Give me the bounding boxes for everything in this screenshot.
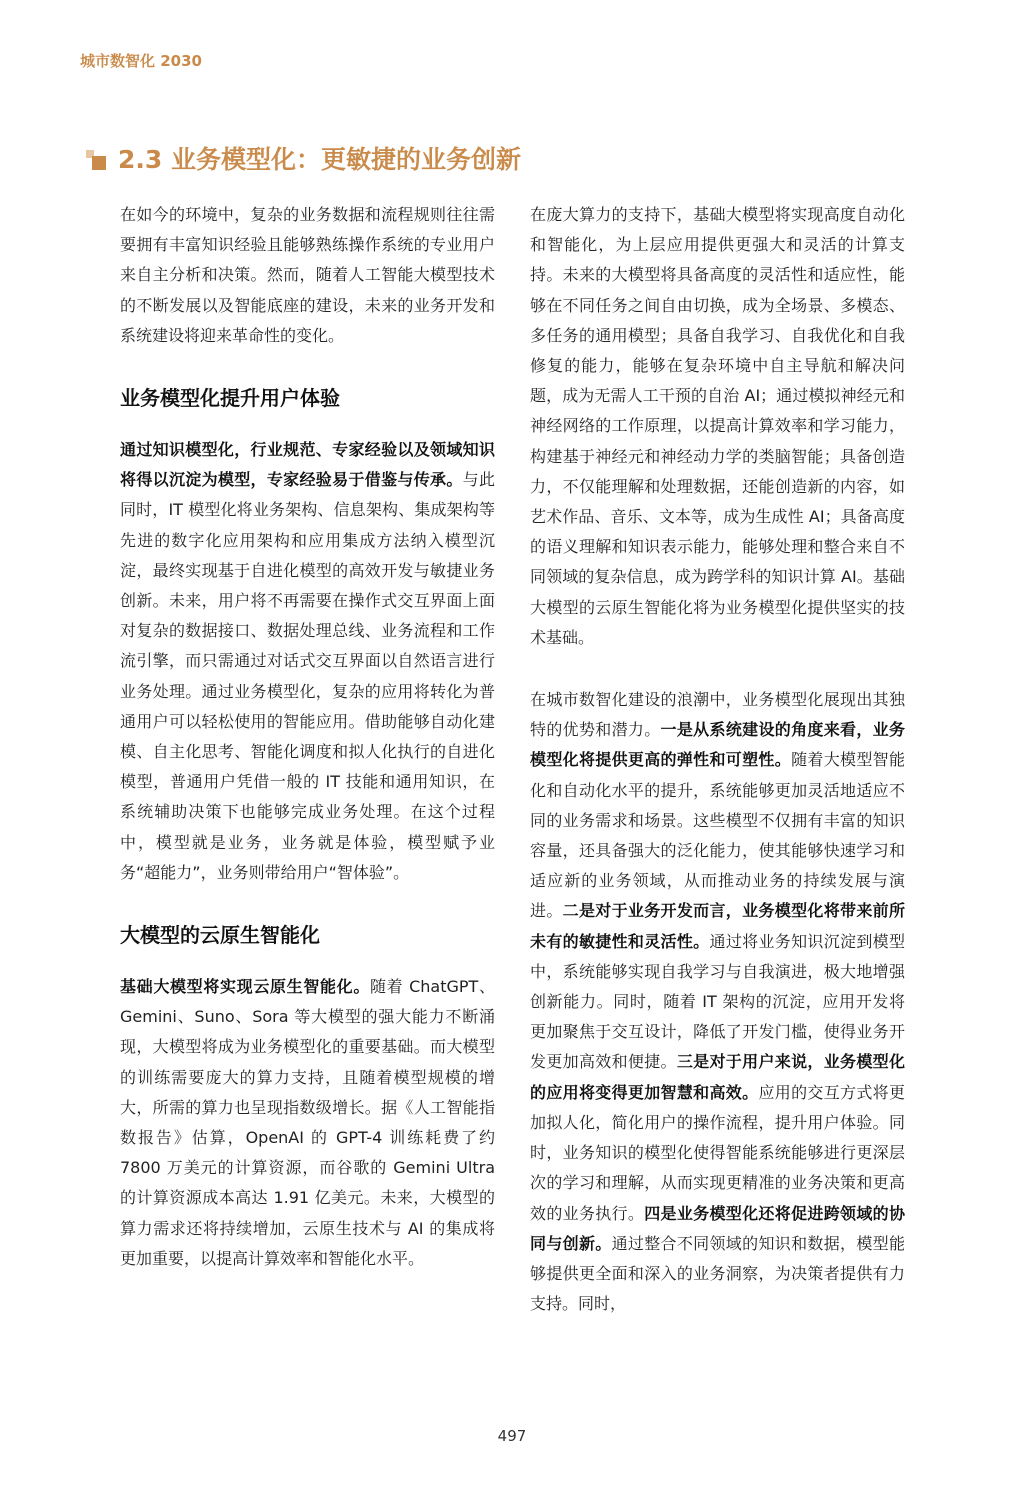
point-two-bold: 二是对于业务开发而言，业务模型化将带来前所未有的敏捷性和灵活性。: [530, 901, 905, 951]
square-bullet-icon: [84, 146, 108, 170]
subheading-cloud-native: 大模型的云原生智能化: [120, 923, 320, 948]
subheading-user-experience: 业务模型化提升用户体验: [120, 386, 340, 411]
cloud-native-lead: 基础大模型将实现云原生智能化。: [120, 977, 371, 997]
right-column: [530, 200, 905, 1319]
foundation-model-paragraph: 在庞大算力的支持下，基础大模型将实现高度自动化和智能化，为上层应用提供更强大和灵活的计算支持。未来的大模型将具备高度的灵活性和适应性，能够在不同任务之间自由切换，成为全场景、多模态、多任务的通用模型；具备自我学习、自我优化和自我修复的能力，能够在复杂环境中自主导航和解决问题，成为无需人工干预的自治 AI；通过模拟神经元和神经网络的工作原理，以提高计算效率和学习能力，构建基于神经元和神经动力学的类脑智能；具备创造力，不仅能理解和处理数据，还能创造新的内容，如艺术作品、音乐、文本等，成为生成性 AI；具备高度的语义理解和知识表示能力，能够处理和整合来自不同领域的复杂信息，成为跨学科的知识计算 AI。基础大模型的云原生智能化将为业务模型化提供坚实的技术基础。: [530, 205, 905, 647]
section-title: [84, 140, 521, 176]
cloud-native-text: 随着 ChatGPT、Gemini、Suno、Sora 等大模型的强大能力不断涌现，大模型将成为业务模型化的重要基础。而大模型的训练需要庞大的算力支持，且随着模型规模的增大，所需的算力也呈现指数级增长。据《人工智能指数报告》估算，OpenAI 的 GPT-4 训练耗费了约 7800 万美元的计算资源，而谷歌的 Gemini Ultra 的计算资源成本高达 1.91 亿美元。未来，大模型的算力需求还将持续增加，云原生技术与 AI 的集成将更加重要，以提高计算效率和智能化水平。: [120, 977, 495, 1268]
advantages-paragraph: [530, 685, 905, 1319]
cloud-native-paragraph: [120, 972, 495, 1274]
page-number: 497: [497, 1427, 527, 1445]
advantages-intro: 在城市数智化建设的浪潮中，业务模型化展现出其独特的优势和潜力。: [530, 690, 905, 740]
left-column: [120, 200, 495, 1274]
point-two-text: 通过将业务知识沉淀到模型中，系统能够实现自我学习与自我演进，极大地增强创新能力。同时，随着 IT 架构的沉淀，应用开发将更加聚焦于交互设计，降低了开发门槛，使得业务开发更加高效和便捷。: [530, 931, 905, 1072]
point-one-text: 随着大模型智能化和自动化水平的提升，系统能够更加灵活地适应不同的业务需求和场景。这些模型不仅拥有丰富的知识容量，还具备强大的泛化能力，使其能够快速学习和适应新的业务领域，从而推动业务的持续发展与演进。: [530, 750, 905, 921]
user-experience-paragraph: [120, 435, 495, 888]
user-experience-lead: 通过知识模型化，行业规范、专家经验以及领域知识将得以沉淀为模型，专家经验易于借鉴与传承。: [120, 440, 495, 490]
point-three-bold: 三是对于用户来说，业务模型化的应用将变得更加智慧和高效。: [530, 1052, 905, 1102]
section-title-text: 2.3 业务模型化：更敏捷的业务创新: [118, 145, 521, 174]
point-three-text: 应用的交互方式将更加拟人化，简化用户的操作流程，提升用户体验。同时，业务知识的模型化使得智能系统能够进行更深层次的学习和理解，从而实现更精准的业务决策和更高效的业务执行。: [530, 1082, 905, 1223]
point-four-text: 通过整合不同领域的知识和数据，模型能够提供更全面和深入的业务洞察，为决策者提供有力支持。同时，: [530, 1233, 905, 1314]
point-one-bold: 一是从系统建设的角度来看，业务模型化将提供更高的弹性和可塑性。: [530, 720, 905, 770]
intro-paragraph: 在如今的环境中，复杂的业务数据和流程规则往往需要拥有丰富知识经验且能够熟练操作系统的专业用户来自主分析和决策。然而，随着人工智能大模型技术的不断发展以及智能底座的建设，未来的业务开发和系统建设将迎来革命性的变化。: [120, 205, 495, 345]
point-four-bold: 四是业务模型化还将促进跨领域的协同与创新。: [530, 1203, 905, 1253]
user-experience-text: 与此同时，IT 模型化将业务架构、信息架构、集成架构等先进的数字化应用架构和应用集成方法纳入模型沉淀，最终实现基于自进化模型的高效开发与敏捷业务创新。未来，用户将不再需要在操作式交互界面上面对复杂的数据接口、数据处理总线、业务流程和工作流引擎，而只需通过对话式交互界面以自然语言进行业务处理。通过业务模型化，复杂的应用将转化为普通用户可以轻松使用的智能应用。借助能够自动化建模、自主化思考、智能化调度和拟人化执行的自进化模型，普通用户凭借一般的 IT 技能和通用知识，在系统辅助决策下也能够完成业务处理。在这个过程中，模型就是业务，业务就是体验，模型赋予业务“超能力”，业务则带给用户“智体验”。: [120, 470, 495, 882]
running-header: 城市数智化 2030: [80, 52, 202, 70]
